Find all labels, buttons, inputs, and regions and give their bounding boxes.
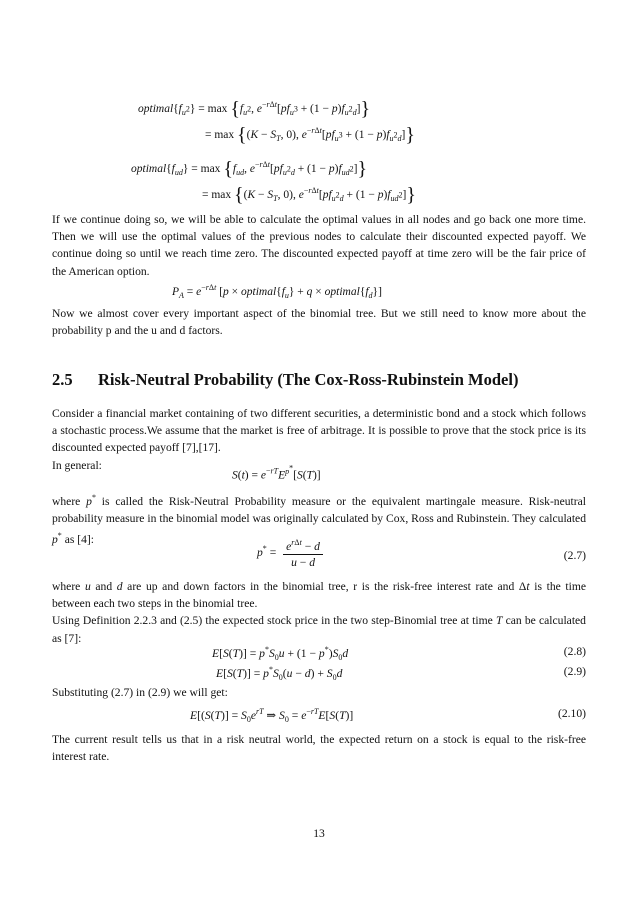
- equation-optimal-fud-line1: $optimal\{f_{ud}\} = \max \{f_{ud}$, $e^{-r\Delta t}[pf_{u^2d} + (1 - p)f_{ud^2}]$}: [131, 157, 368, 180]
- paragraph-text: If we continue doing so, we will be able to calculate the optimal values in all nodes and go back one more time. Then we will use the optimal values of the previous nodes to calculate their discounted expected payoff. We continue doing so until we reach time zero. The discounted expected payoff at time zero will be the fair price of the American option.: [52, 213, 586, 278]
- equation-optimal-fud-line2: = $\max \{(K - S_T$, 0), $e^{-r\Delta t}[pf_{u^2d} + (1 - p)f_{ud^2}]$}: [202, 183, 416, 206]
- equation-optimal-fu2-line2: = $\max \{(K - S_T$, 0), $e^{-r\Delta t}[pf_{u^3} + (1 - p)f_{u^2d}]$}: [205, 123, 415, 146]
- paragraph-text: Now we almost cover every important aspect of the binomial tree. But we still need to know more about the probability p and the u and d factors.: [52, 307, 586, 338]
- equation-number: (2.9): [563, 665, 586, 678]
- section-heading: [52, 370, 518, 390]
- equation-number: (2.7): [563, 549, 586, 562]
- paragraph-conclusion: [52, 731, 586, 765]
- equation-2-9: $E[S(T)] = p^*S_0(u - d) + S_0d$ (2.9): [216, 665, 586, 683]
- paragraph-binomial-cover: [52, 305, 586, 339]
- equation-number: (2.8): [563, 645, 586, 658]
- paragraph-text: can be calculated as [7]:: [52, 614, 586, 645]
- equation-2-7: p* = $\frac{e^{r\Delta t} - d}{u - d}$ (2.7): [257, 538, 586, 569]
- paragraph-continue: [52, 211, 586, 280]
- paragraph-text: The current result tells us that in a risk neutral world, the expected return on a stock is equal to the risk-free interest rate.: [52, 733, 586, 764]
- paragraph-text: Using Definition 2.2.3 and (2.5) the expected stock price in the two step-Binomial tree at time: [52, 614, 493, 628]
- paragraph-text: is called the Risk-Neutral Probability measure or the equivalent martingale measure. Risk-neutral probability measure in the binomial model was originally calculated by Cox, Ross and Rubinstein. They calculated: [52, 494, 586, 526]
- paragraph-text: are up and down factors in the binomial tree, r is the risk-free interest rate and: [127, 580, 515, 593]
- section-title: Risk-Neutral Probability (The Cox-Ross-Rubinstein Model): [98, 370, 519, 389]
- paragraph-text: is the time between each two steps in the binomial tree.: [52, 580, 586, 611]
- paragraph-substituting: [52, 684, 586, 701]
- page-number: 13: [313, 827, 325, 840]
- equation-stock-price: $S(t) = e^{-rT}E^{p^*}[S(T)]$: [232, 463, 321, 482]
- equation-2-10: $E[(S(T)] = S_0e^{rT}$ ⇒ $S_0 = e^{-rT}E[S(T)]$ (2.10): [190, 707, 586, 725]
- paragraph-text-in-general: In general:: [52, 458, 102, 472]
- paragraph-risk-neutral: where p* is called the Risk-Neutral Probability measure or the equivalent martingale measure. Risk-neutral probability measure in the binomial model was originally calculated by Cox, Ross and Rubinstein. They calculated p* as [4]:: [52, 493, 586, 547]
- paragraph-text: Consider a financial market containing of two different securities, a deterministic bond and a stock which follows a stochastic process.We assume that the market is free of arbitrage. It is possible to prove that the stock price is its discounted expected payoff [7],[17].: [52, 407, 586, 455]
- paragraph-text: as [4]:: [64, 533, 94, 547]
- equation-2-8: $E[S(T)] = p^*S_0u + (1 - p^*)S_0d$ (2.8): [212, 645, 586, 663]
- equation-number: (2.10): [557, 707, 586, 720]
- paragraph-text: Substituting (2.7) in (2.9) we will get:: [52, 686, 228, 699]
- where-word: where: [52, 580, 81, 593]
- equation-american-price: $P_A = e^{-r\Delta t}$ [$p \times optimal\{f_u\} + q$ × $optimal\{f_d\}$]: [172, 283, 382, 301]
- paragraph-up-down-factors: where u and d are up and down factors in the binomial tree, r is the risk-free interest rate and Δt is the time between each two steps in the binomial tree. Using Definition 2.2.3 and (2.5) the expected stock price in the two step-Binomial tree at time T can be calculated as [7]:: [52, 580, 586, 645]
- equation-optimal-fu2-line1: $optimal\{f_{u^2}\} = \max \{f_{u^2}$, $e^{-r\Delta t}[pf_{u^3} + (1 - p)f_{u^2d}]$}: [138, 97, 371, 120]
- where-word: where: [52, 494, 81, 508]
- section-number: 2.5: [52, 370, 73, 389]
